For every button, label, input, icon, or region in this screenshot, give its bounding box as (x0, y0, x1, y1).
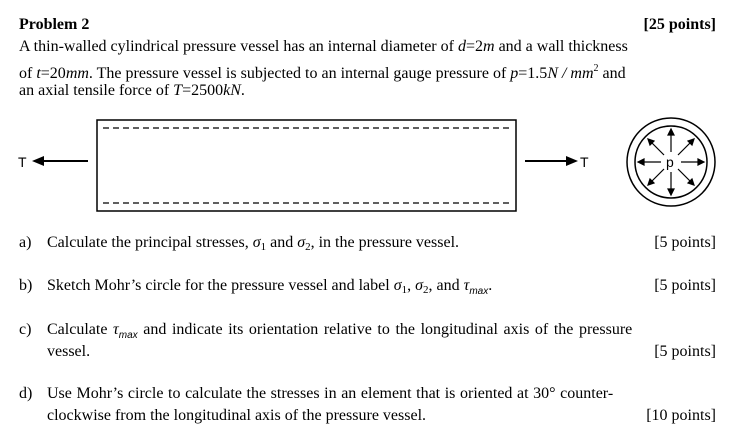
question-b-points: [5 points] (654, 277, 716, 294)
statement-line-3: an axial tensile force of T=2500kN. (19, 82, 245, 99)
question-d-text-line-1: Use Mohr’s circle to calculate the stresses in an element that is oriented at 30° counter- (47, 385, 614, 402)
right-force-arrow (525, 156, 578, 166)
question-d-label: d) (19, 385, 33, 402)
question-d-points: [10 points] (646, 407, 716, 424)
question-c-points: [5 points] (654, 343, 716, 360)
question-d-text-line-2: clockwise from the longitudinal axis of the pressure vessel. (47, 407, 427, 424)
question-a-points: [5 points] (654, 234, 716, 251)
question-b-text: Sketch Mohr’s circle for the pressure vessel and label $\sigma_1$, $\sigma_2$, and $\tau_{max}$. (47, 277, 493, 297)
statement-line-2: of t=20mm. The pressure vessel is subjected to an internal gauge pressure of $p=1.5N / mm^2$ and (19, 63, 626, 82)
vessel-body (97, 120, 516, 211)
problem-title: Problem 2 (19, 16, 90, 33)
left-force-label: T (18, 154, 27, 170)
right-force-label: T (580, 154, 589, 170)
question-a-label: a) (19, 234, 32, 251)
question-a-text: Calculate the principal stresses, $\sigma_1$ and $\sigma_2$, in the pressure vessel. (47, 234, 460, 253)
statement-line-1: A thin-walled cylindrical pressure vessel has an internal diameter of d=2m and a wall thickness (19, 38, 628, 55)
pressure-label: p (666, 154, 674, 170)
question-c-label: c) (19, 321, 32, 338)
question-c-text-line-1: Calculate $\tau_{max}$ and indicate its orientation relative to the longitudinal axis of the pressure (47, 321, 633, 341)
left-force-arrow (32, 156, 88, 166)
problem-points: [25 points] (643, 16, 716, 33)
question-c-text-line-2: vessel. (47, 343, 91, 360)
question-b-label: b) (19, 277, 33, 294)
pressure-vessel-figure (0, 110, 733, 225)
